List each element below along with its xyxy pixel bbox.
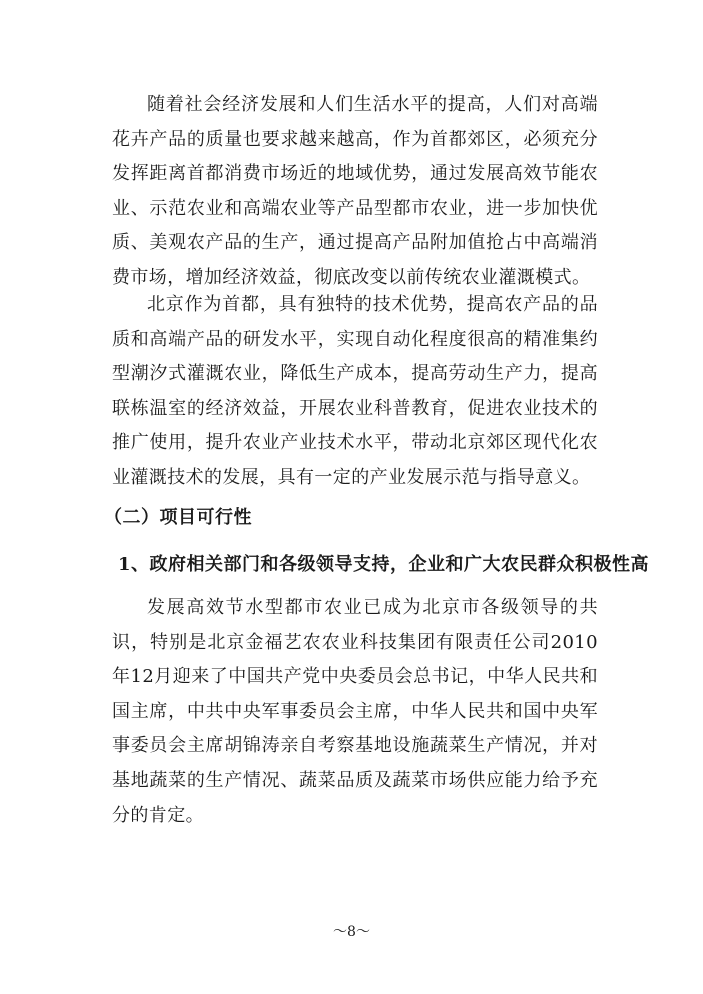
section-heading: （二）项目可行性 — [104, 507, 252, 528]
body-paragraph-support: 发展高效节水型都市农业已成为北京市各级领导的共识，特别是北京金福艺农农业科技集团有限责任公司2010年12月迎来了中国共产党中央委员会总书记，中华人民共和国主席，中共中央军事委员会主席，中华人民共和国中央军事委员会主席胡锦涛亲自考察基地设施蔬菜生产情况，并对基地蔬菜的生产情况、蔬菜品质及蔬菜市场供应能力给予充分的肯定。 — [112, 597, 598, 826]
page-number: ～8～ — [333, 924, 370, 940]
subsection-heading: 1、政府相关部门和各级领导支持，企业和广大农民群众积极性高 — [118, 554, 650, 575]
body-paragraph-beijing: 北京作为首都，具有独特的技术优势，提高农产品的品质和高端产品的研发水平，实现自动化程度很高的精准集约型潮汐式灌溉农业，降低生产成本，提高劳动生产力，提高联栋温室的经济效益，开展农业科普教育，促进农业技术的推广使用，提升农业产业技术水平，带动北京郊区现代化农业灌溉技术的发展，具有一定的产业发展示范与指导意义。 — [112, 294, 598, 488]
body-paragraph-market: 随着社会经济发展和人们生活水平的提高，人们对高端花卉产品的质量也要求越来越高，作为首都郊区，必须充分发挥距离首都消费市场近的地域优势，通过发展高效节能农业、示范农业和高端农业等产品型都市农业，进一步加快优质、美观农产品的生产，通过提高产品附加值抢占中高端消费市场，增加经济效益，彻底改变以前传统农业灌溉模式。 — [112, 94, 598, 288]
